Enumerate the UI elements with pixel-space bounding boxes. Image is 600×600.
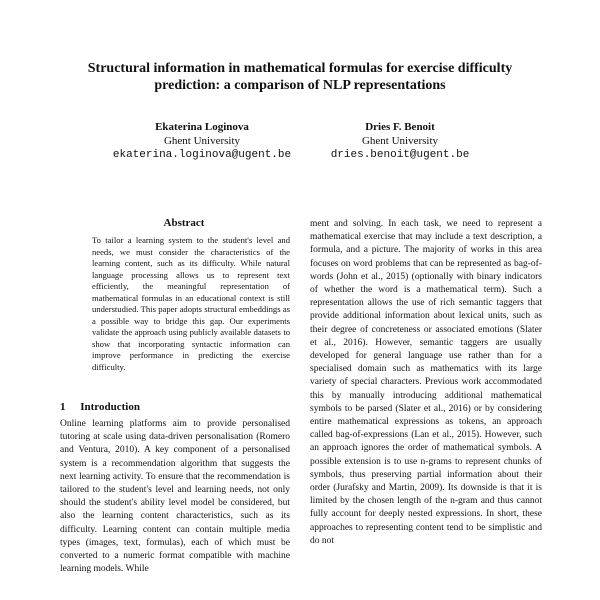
author-affiliation: Ghent University (361, 135, 439, 147)
right-column-paragraph: ment and solving. In each task, we need to represent a mathematical exercise that may include a text description, a formula, and a picture. The majority of works in this area focuses on word problems that can be represented as bag-of-words (John et al., 2015) (optionally with binary indicators of whether the word is a mathematical term). Such a representation allows the use of rich semantic taggers that provide additional information about lexical units, such as their degree of concreteness or associated emotions (Slater et al., 2016). However, semantic taggers are usually developed for general language use rather than for a specialised domain such as mathematics with its large variety of special characters. Previous work accommodated this by manually introducing additional mathematical symbols to be parsed (Slater et al., 2016) or by considering entire mathematical expressions as tokens, an approach called bag-of-expressions (Lan et al., 2015). However, such an approach ignores the order of mathematical symbols. A possible extension is to use n-grams to represent chunks of symbols, thus preserving partial information about their order (Jurafsky and Martin, 2009). Its downside is that it is limited by the chosen length of the n-gram and thus cannot fully account for deeply nested expressions. In short, these approaches to representing content tend to be simplistic and do not (310, 219, 542, 546)
section-title: Introduction (80, 401, 140, 413)
author-email: ekaterina.loginova@ugent.be (112, 149, 292, 161)
paper-title: Structural information in mathematical formulas for exercise difficulty prediction: a comparison of NLP representations (87, 61, 513, 93)
abstract-text: To tailor a learning system to the student's level and needs, we must consider the characteristics of the learning content, such as its difficulty. While natural language processing allows us to represent text efficiently, the meaningful representation of mathematical formulas in an educational context is still understudied. This paper adopts structural embeddings as a possible way to bridge this gap. Our experiments validate the approach using publicly available datasets to show that incorporating syntactic information can improve performance in predicting the exercise difficulty. (92, 235, 290, 372)
author-affiliation: Ghent University (163, 135, 241, 147)
author-name: Dries F. Benoit (365, 121, 435, 133)
author-block (270, 120, 530, 162)
intro-paragraph: Online learning platforms aim to provide personalised tutoring at scale using data-driven personalisation (Romero and Ventura, 2010). A key component of a personalised system is a recommendation algorithm that suggests the next learning activity. To ensure that the recommendation is tailored to the student's level and learning needs, not only should the student's ability level model be considered, but also the learning content characteristics, such as its difficulty. Learning content can contain multiple media types (images, text, formulas), each of which must be converted to a numeric format compatible with machine learning models. While (60, 419, 290, 575)
section-heading (60, 401, 140, 413)
abstract-heading: Abstract (163, 217, 205, 229)
author-name: Ekaterina Loginova (155, 121, 249, 133)
author-email: dries.benoit@ugent.be (330, 149, 470, 161)
section-number: 1 (60, 401, 66, 413)
